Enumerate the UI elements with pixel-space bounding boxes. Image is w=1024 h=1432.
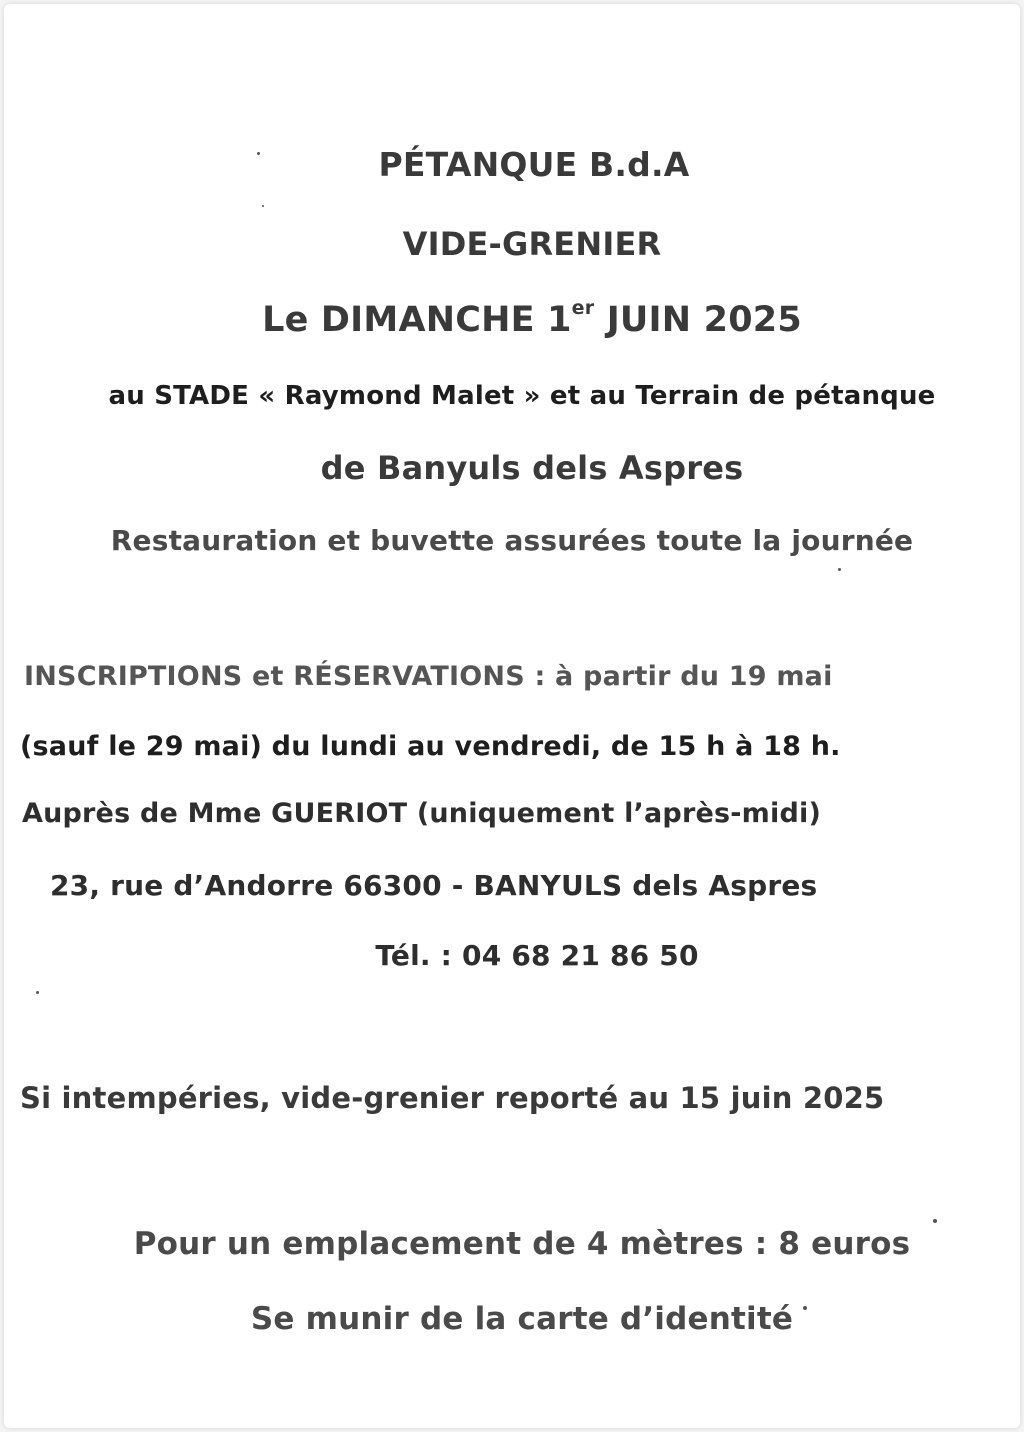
venue-line: au STADE « Raymond Malet » et au Terrain de pétanque xyxy=(108,381,936,411)
scan-speck xyxy=(36,991,39,994)
scan-speck xyxy=(262,205,264,207)
id-card-note: Se munir de la carte d’identité xyxy=(250,1301,794,1337)
scan-speck xyxy=(803,1306,807,1310)
scan-speck xyxy=(933,1219,937,1223)
event-date-suffix: JUIN 2025 xyxy=(594,300,802,340)
contact-phone: Tél. : 04 68 21 86 50 xyxy=(375,939,699,972)
catering-note: Restauration et buvette assurées toute la journée xyxy=(110,524,914,557)
registration-line-2: (sauf le 29 mai) du lundi au vendredi, de 15 h à 18 h. xyxy=(20,731,841,762)
event-date-ordinal: er xyxy=(571,297,595,320)
scan-speck xyxy=(838,568,841,571)
town-line: de Banyuls dels Aspres xyxy=(320,449,744,487)
club-title: PÉTANQUE B.d.A xyxy=(378,145,690,184)
weather-note: Si intempéries, vide-grenier reporté au 15 juin 2025 xyxy=(20,1081,885,1115)
scan-speck xyxy=(257,152,260,155)
event-date-prefix: Le DIMANCHE 1 xyxy=(262,300,572,340)
registration-contact: Auprès de Mme GUERIOT (uniquement l’après-midi) xyxy=(22,798,821,829)
event-title: VIDE-GRENIER xyxy=(402,225,662,263)
pricing-note: Pour un emplacement de 4 mètres : 8 euros xyxy=(133,1226,911,1262)
flyer-sheet xyxy=(4,4,1020,1428)
contact-address: 23, rue d’Andorre 66300 - BANYULS dels Aspres xyxy=(50,869,818,902)
registration-line-1: INSCRIPTIONS et RÉSERVATIONS : à partir du 19 mai xyxy=(24,661,833,692)
event-date xyxy=(0,297,1024,340)
